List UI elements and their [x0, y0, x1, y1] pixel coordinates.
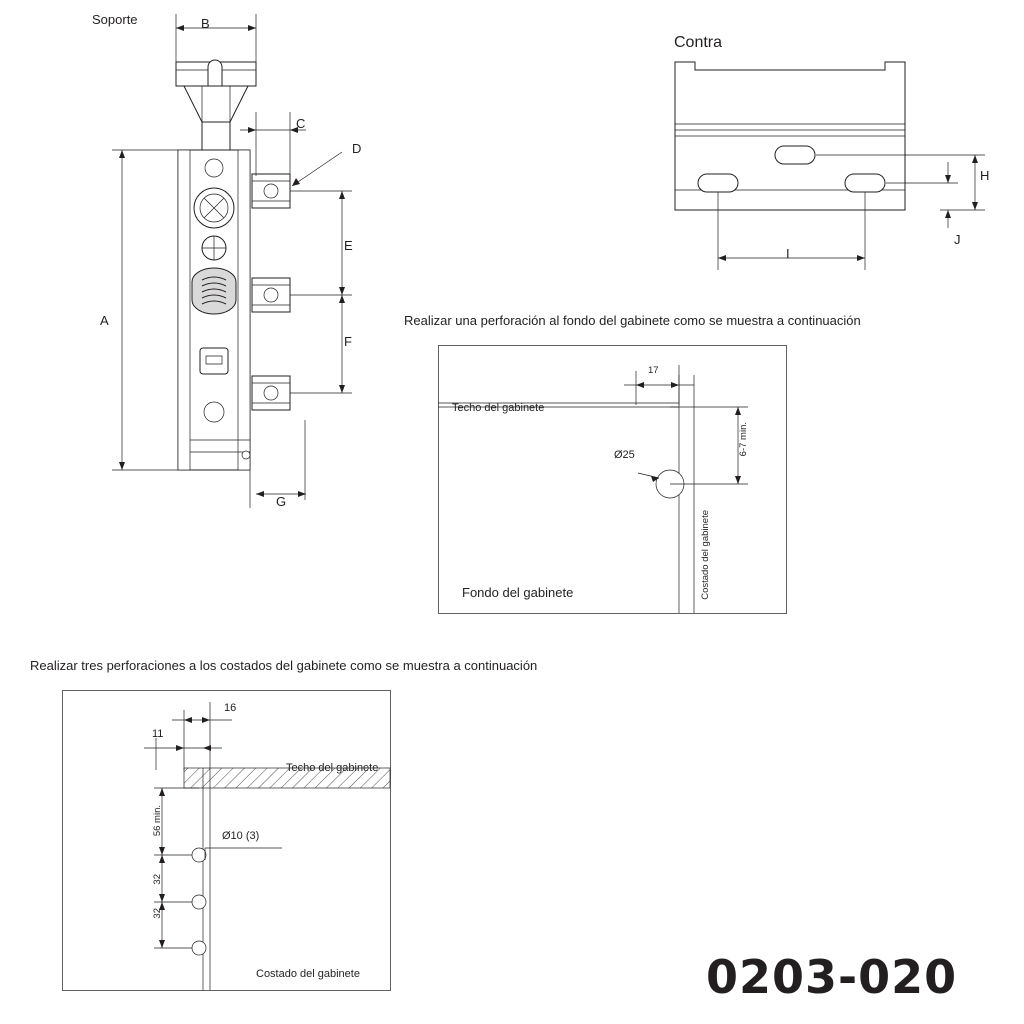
soporte-drawing [80, 0, 500, 540]
dim-d-leader [292, 152, 342, 186]
dim-j-label: J [954, 232, 961, 247]
contra-drawing [640, 50, 1020, 310]
dim-16-label: 16 [224, 702, 237, 714]
dim-17-label: 17 [648, 365, 659, 376]
dim-11-label: 11 [152, 728, 164, 740]
min-depth-label: 6-7 min. [738, 422, 749, 457]
tab-middle [252, 278, 290, 312]
dim-h-label: H [980, 168, 990, 183]
bottom-label-back: Fondo del gabinete [462, 585, 574, 600]
soporte-title: Soporte [92, 12, 138, 27]
side-label-side: Costado del gabinete [256, 968, 360, 980]
dim-56-label: 56 min. [152, 805, 163, 837]
dim-d-label: D [352, 141, 362, 156]
part-number: 0203-020 [706, 950, 958, 1004]
dim-f-label: F [344, 334, 352, 349]
tab-upper [252, 174, 290, 208]
dim-g-label: G [276, 494, 287, 509]
dim-b-label: B [201, 16, 210, 31]
dim-32b-label: 32 [152, 908, 163, 919]
back-panel-instruction: Realizar una perforación al fondo del gabinete como se muestra a continuación [404, 313, 861, 328]
dim-j-arrow [940, 162, 958, 228]
contra-title: Contra [674, 34, 723, 51]
dim-a-arrow [112, 150, 178, 470]
dim-i-label: I [786, 246, 790, 261]
dim-f-arrow [290, 295, 352, 393]
side-panel-instruction: Realizar tres perforaciones a los costados del gabinete como se muestra a continuación [30, 658, 538, 673]
side-label-back: Costado del gabinete [700, 510, 711, 600]
hole-dia-side: Ø10 (3) [222, 830, 260, 842]
dim-e-label: E [344, 238, 353, 253]
dim-c-label: C [296, 116, 306, 131]
dim-e-arrow [290, 191, 352, 295]
dim-h-arrow [940, 155, 985, 210]
dim-a-label: A [100, 313, 109, 328]
dim-b-arrow [176, 14, 256, 62]
back-panel-detail [438, 345, 788, 615]
dim-32a-label: 32 [152, 874, 163, 885]
hole-dia-back: Ø25 [614, 449, 635, 461]
ceiling-label-back: Techo del gabinete [452, 402, 545, 414]
ceiling-label-side: Techo del gabinete [286, 762, 379, 774]
tab-lower [252, 376, 290, 410]
